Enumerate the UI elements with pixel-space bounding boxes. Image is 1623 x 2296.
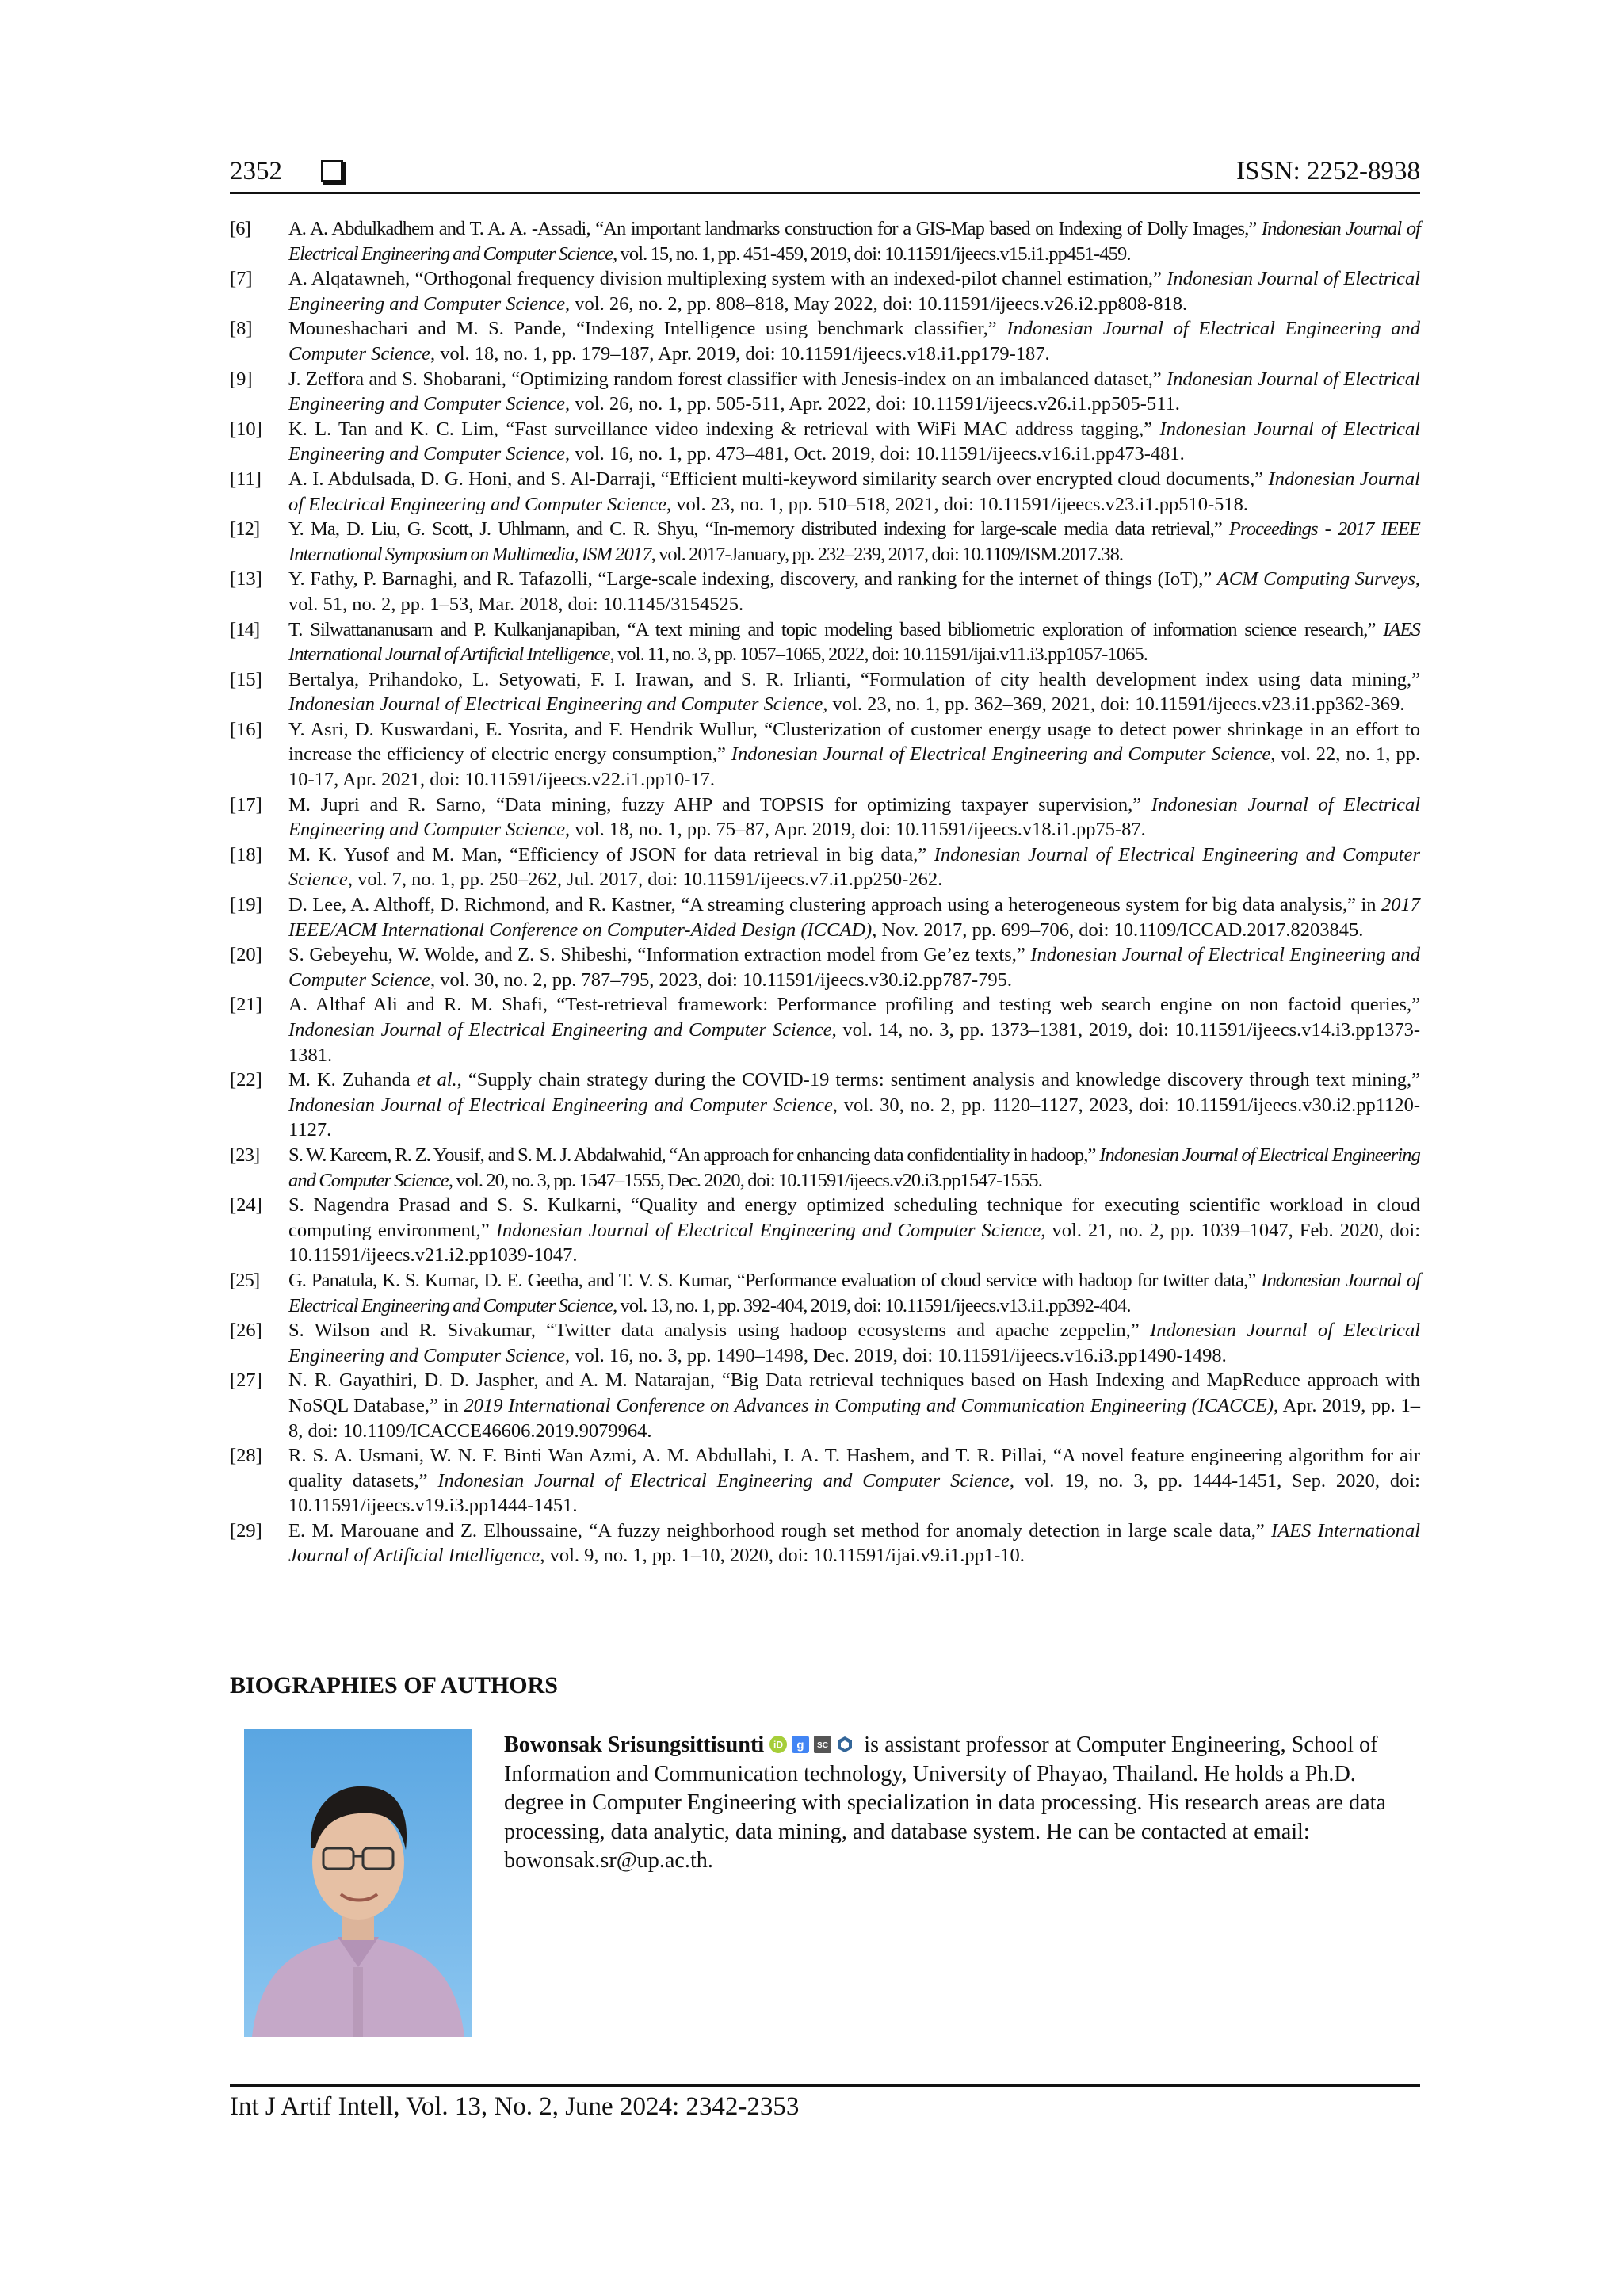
reference-item — [230, 367, 1420, 417]
reference-number: [25] — [230, 1269, 260, 1291]
reference-number: [8] — [230, 318, 253, 340]
reference-text: S. Nagendra Prasad and S. S. Kulkarni, “Quality and energy optimized scheduling technique for executing scientific workload in cloud computing environment,” — [288, 1194, 1420, 1241]
reference-item — [230, 842, 1420, 892]
reference-number: [23] — [230, 1144, 260, 1166]
reference-item — [230, 667, 1420, 717]
google-scholar-icon[interactable] — [792, 1736, 809, 1753]
reference-text: S. Gebeyehu, W. Wolde, and Z. S. Shibeshi, “Information extraction model from Ge’ez texts,” — [288, 944, 1031, 966]
reference-text: D. Lee, A. Althoff, D. Richmond, and R. Kastner, “A streaming clustering approach using a heterogeneous system for big data analysis,” in — [288, 894, 1381, 916]
footer-rule — [230, 2084, 1420, 2087]
reference-item — [230, 1443, 1420, 1519]
reference-item — [230, 1068, 1420, 1143]
reference-text: , vol. 26, no. 1, pp. 505-511, Apr. 2022, doi: 10.11591/ijeecs.v26.i1.pp505-511. — [565, 393, 1180, 415]
reference-text: , vol. 14, no. 3, pp. 1373–1381, 2019, doi: 10.11591/ijeecs.v14.i3.pp1373-1381. — [288, 1019, 1420, 1066]
reference-item — [230, 717, 1420, 793]
author-name: Bowonsak Srisungsittisunti — [504, 1733, 765, 1757]
reference-text: M. Jupri and R. Sarno, “Data mining, fuzzy AHP and TOPSIS for optimizing taxpayer supervision,” — [288, 793, 1151, 816]
reference-text: , “Supply chain strategy during the COVID-19 terms: sentiment analysis and knowledge discovery through text mining,” — [456, 1069, 1420, 1091]
reference-text: , vol. 16, no. 1, pp. 473–481, Oct. 2019, doi: 10.11591/ijeecs.v16.i1.pp473-481. — [565, 443, 1185, 465]
scopus-icon[interactable] — [814, 1736, 831, 1753]
issn: ISSN: 2252-8938 — [1236, 157, 1420, 185]
reference-number: [13] — [230, 568, 262, 590]
reference-venue: IAES International Journal of Artificial Intelligence — [288, 1519, 1421, 1567]
biographies-heading: BIOGRAPHIES OF AUTHORS — [230, 1672, 558, 1698]
orcid-icon[interactable] — [769, 1736, 787, 1753]
reference-item — [230, 467, 1420, 517]
reference-venue: Indonesian Journal of Electrical Engineering and Computer Science — [288, 1269, 1420, 1316]
reference-venue: Indonesian Journal of Electrical Engineering and Computer Science — [288, 368, 1420, 415]
reference-number: [26] — [230, 1320, 262, 1342]
reference-text: E. M. Marouane and Z. Elhoussaine, “A fuzzy neighborhood rough set method for anomaly detection in large scale data,” — [288, 1519, 1272, 1541]
reference-venue: Indonesian Journal of Electrical Engineering and Computer Science — [288, 318, 1421, 365]
reference-venue: Indonesian Journal of Electrical Engineering and Computer Science — [288, 1320, 1421, 1366]
reference-item — [230, 266, 1420, 316]
reference-venue: Proceedings - 2017 IEEE International Symposium on Multimedia, ISM 2017 — [288, 518, 1420, 565]
reference-venue: Indonesian Journal of Electrical Engineering and Computer Science — [731, 743, 1271, 766]
reference-venue: IAES International Journal of Artificial Intelligence — [288, 618, 1420, 666]
reference-number: [27] — [230, 1370, 262, 1392]
reference-number: [19] — [230, 894, 262, 916]
reference-text: , vol. 23, no. 1, pp. 362–369, 2021, doi: 10.11591/ijeecs.v23.i1.pp362-369. — [823, 693, 1405, 716]
reference-item — [230, 892, 1420, 942]
reference-number: [24] — [230, 1194, 262, 1217]
reference-text: Mouneshachari and M. S. Pande, “Indexing Intelligence using benchmark classifier,” — [288, 318, 1007, 340]
reference-item — [230, 216, 1420, 266]
reference-venue: Indonesian Journal of Electrical Engineering and Computer Science — [288, 218, 1421, 265]
reference-list — [230, 216, 1420, 1568]
reference-text: , vol. 26, no. 2, pp. 808–818, May 2022, doi: 10.11591/ijeecs.v26.i2.pp808-818. — [565, 292, 1188, 315]
reference-number: [29] — [230, 1519, 262, 1541]
reference-text: Y. Fathy, P. Barnaghi, and R. Tafazolli, “Large-scale indexing, discovery, and ranking for the internet of things (IoT),” — [288, 568, 1217, 590]
reference-item — [230, 1193, 1420, 1268]
reference-number: [14] — [230, 618, 260, 640]
reference-venue: Indonesian Journal of Electrical Engineering and Computer Science — [437, 1469, 1010, 1492]
reference-venue: Indonesian Journal of Electrical Engineering and Computer Science — [495, 1219, 1041, 1241]
svg-text:g: g — [796, 1738, 804, 1752]
reference-item — [230, 1318, 1420, 1368]
reference-venue: Indonesian Journal of Electrical Engineering and Computer Science — [288, 1094, 833, 1116]
reference-text: A. Alqatawneh, “Orthogonal frequency division multiplexing system with an indexed-pilot channel estimation,” — [288, 268, 1167, 290]
reference-text: G. Panatula, K. S. Kumar, D. E. Geetha, and T. V. S. Kumar, “Performance evaluation of cloud service with hadoop for twitter data,” — [288, 1269, 1262, 1291]
reference-text: S. W. Kareem, R. Z. Yousif, and S. M. J. Abdalwahid, “An approach for enhancing data confidentiality in hadoop,” — [288, 1144, 1100, 1166]
svg-text:iD: iD — [773, 1739, 784, 1751]
reference-text: , vol. 19, no. 3, pp. 1444-1451, Sep. 2020, doi: 10.11591/ijeecs.v19.i3.pp1444-1451. — [288, 1469, 1420, 1517]
reference-text: , vol. 16, no. 3, pp. 1490–1498, Dec. 2019, doi: 10.11591/ijeecs.v16.i3.pp1490-1498. — [565, 1344, 1227, 1366]
reference-text: M. K. Zuhanda — [288, 1069, 417, 1091]
reference-text: , vol. 18, no. 1, pp. 75–87, Apr. 2019, doi: 10.11591/ijeecs.v18.i1.pp75-87. — [565, 819, 1146, 841]
reference-venue: 2017 IEEE/ACM International Conference on Computer-Aided Design (ICCAD) — [288, 894, 1420, 941]
reference-number: [6] — [230, 218, 250, 239]
author-bio-text: is assistant professor at Computer Engineering, School of Information and Communication technology, University of Phayao, Thailand. He holds a Ph.D. degree in Computer Engineering with specialization in data processing. His research areas are data processing, data analytic, data mining, and database system. He can be contacted at email: bowonsak.sr@up.ac.th. — [504, 1733, 1386, 1873]
reference-text: , Nov. 2017, pp. 699–706, doi: 10.1109/ICCAD.2017.8203845. — [872, 919, 1364, 941]
reference-venue: Indonesian Journal of Electrical Engineering and Computer Science — [288, 418, 1420, 465]
reference-text: S. Wilson and R. Sivakumar, “Twitter data analysis using hadoop ecosystems and apache zeppelin,” — [288, 1320, 1151, 1342]
journal-citation-footer: Int J Artif Intell, Vol. 13, No. 2, June 2024: 2342-2353 — [230, 2092, 800, 2121]
reference-venue: Indonesian Journal of Electrical Engineering and Computer Science — [288, 1019, 832, 1041]
author-profile-icons — [769, 1733, 864, 1757]
reference-text: , vol. 21, no. 2, pp. 1039–1047, Feb. 2020, doi: 10.11591/ijeecs.v21.i2.pp1039-1047. — [288, 1219, 1420, 1266]
reference-number: [16] — [230, 718, 262, 740]
reference-number: [21] — [230, 994, 262, 1016]
reference-text: , vol. 13, no. 1, pp. 392-404, 2019, doi: 10.11591/ijeecs.v13.i1.pp392-404. — [613, 1294, 1131, 1316]
reference-item — [230, 992, 1420, 1068]
reference-text: Y. Asri, D. Kuswardani, E. Yosrita, and F. Hendrik Wullur, “Clusterization of customer energy usage to detect power shrinkage in an effort to increase the efficiency of electric energy consumption,” — [288, 718, 1420, 766]
reference-text: R. S. A. Usmani, W. N. F. Binti Wan Azmi, A. M. Abdullahi, I. A. T. Hashem, and T. R. Pillai, “A novel feature engineering algorithm for air quality datasets,” — [288, 1445, 1420, 1492]
running-header — [230, 155, 1420, 190]
reference-text: Y. Ma, D. Liu, G. Scott, J. Uhlmann, and C. R. Shyu, “In-memory distributed indexing for large-scale media data retrieval,” — [288, 518, 1229, 541]
reference-item — [230, 517, 1420, 567]
reference-item — [230, 316, 1420, 366]
reference-venue: et al. — [416, 1069, 457, 1091]
reference-venue: Indonesian Journal of Electrical Engineering and Computer Science — [288, 468, 1420, 515]
reference-text: , vol. 7, no. 1, pp. 250–262, Jul. 2017, doi: 10.11591/ijeecs.v7.i1.pp250-262. — [347, 869, 943, 891]
reference-venue: Indonesian Journal of Electrical Engineering and Computer Science — [288, 693, 823, 716]
reference-text: , vol. 23, no. 1, pp. 510–518, 2021, doi: 10.11591/ijeecs.v23.i1.pp510-518. — [666, 493, 1249, 515]
reference-text: , vol. 15, no. 1, pp. 451-459, 2019, doi: 10.11591/ijeecs.v15.i1.pp451-459. — [613, 243, 1131, 265]
reference-item — [230, 1368, 1420, 1443]
reference-venue: Indonesian Journal of Electrical Engineering and Computer Science — [288, 843, 1420, 891]
reference-text: T. Silwattananusarn and P. Kulkanjanapiban, “A text mining and topic modeling based bibliometric exploration of information science research,” — [288, 618, 1384, 640]
reference-text: N. R. Gayathiri, D. D. Jaspher, and A. M. Natarajan, “Big Data retrieval techniques based on Hash Indexing and MapReduce approach with NoSQL Database,” in — [288, 1370, 1420, 1416]
reference-number: [20] — [230, 944, 262, 966]
reference-item — [230, 793, 1420, 842]
reference-number: [28] — [230, 1445, 262, 1467]
reference-text: A. A. Abdulkadhem and T. A. A. -Assadi, “An important landmarks construction for a GIS-Map based on Indexing of Dolly Images,” — [288, 218, 1262, 239]
publons-icon[interactable] — [836, 1736, 854, 1753]
reference-text: Bertalya, Prihandoko, L. Setyowati, F. I. Irawan, and S. R. Irlianti, “Formulation of city health development index using data mining,” — [288, 668, 1420, 690]
reference-item — [230, 417, 1420, 467]
reference-number: [7] — [230, 268, 253, 290]
reference-number: [15] — [230, 668, 262, 690]
reference-text: , vol. 51, no. 2, pp. 1–53, Mar. 2018, doi: 10.1145/3154525. — [288, 568, 1420, 615]
reference-number: [22] — [230, 1069, 262, 1091]
reference-number: [11] — [230, 468, 262, 490]
reference-text: , vol. 18, no. 1, pp. 179–187, Apr. 2019, doi: 10.11591/ijeecs.v18.i1.pp179-187. — [430, 342, 1050, 365]
reference-text: M. K. Yusof and M. Man, “Efficiency of JSON for data retrieval in big data,” — [288, 843, 934, 865]
reference-item — [230, 942, 1420, 992]
reference-item — [230, 1268, 1420, 1318]
reference-venue: ACM Computing Surveys — [1216, 568, 1415, 590]
reference-number: [10] — [230, 418, 262, 440]
reference-text: , Apr. 2019, pp. 1–8, doi: 10.1109/ICACCE46606.2019.9079964. — [288, 1394, 1420, 1442]
author-bio — [504, 1731, 1404, 1876]
reference-text: , vol. 20, no. 3, pp. 1547–1555, Dec. 2020, doi: 10.11591/ijeecs.v20.i3.pp1547-1555. — [448, 1169, 1042, 1191]
reference-item — [230, 567, 1420, 617]
reference-text: J. Zeffora and S. Shobarani, “Optimizing random forest classifier with Jenesis-index on an imbalanced dataset,” — [288, 368, 1167, 390]
reference-item — [230, 1519, 1420, 1568]
reference-text: A. I. Abdulsada, D. G. Honi, and S. Al-Darraji, “Efficient multi-keyword similarity search over encrypted cloud documents,” — [288, 468, 1269, 490]
reference-text: , vol. 9, no. 1, pp. 1–10, 2020, doi: 10.11591/ijai.v9.i1.pp1-10. — [540, 1545, 1025, 1567]
reference-number: [9] — [230, 368, 253, 390]
reference-number: [17] — [230, 793, 262, 816]
reference-venue: Indonesian Journal of Electrical Engineering and Computer Science — [288, 268, 1420, 315]
reference-venue: Indonesian Journal of Electrical Engineering and Computer Science — [288, 1144, 1420, 1191]
reference-text: , vol. 2017-January, pp. 232–239, 2017, doi: 10.1109/ISM.2017.38. — [651, 543, 1124, 565]
svg-text:SC: SC — [817, 1741, 829, 1750]
reference-text: , vol. 30, no. 2, pp. 787–795, 2023, doi: 10.11591/ijeecs.v30.i2.pp787-795. — [430, 968, 1012, 991]
reference-item — [230, 617, 1420, 667]
reference-text: , vol. 30, no. 2, pp. 1120–1127, 2023, doi: 10.11591/ijeecs.v30.i2.pp1120-1127. — [288, 1094, 1420, 1141]
reference-venue: 2019 International Conference on Advances in Computing and Communication Engineering (ICACCE) — [464, 1394, 1274, 1416]
reference-number: [12] — [230, 518, 260, 541]
square-bullet-icon — [321, 160, 343, 182]
reference-venue: Indonesian Journal of Electrical Engineering and Computer Science — [288, 944, 1420, 991]
reference-text: , vol. 22, no. 1, pp. 10-17, Apr. 2021, doi: 10.11591/ijeecs.v22.i1.pp10-17. — [288, 743, 1420, 791]
page-number: 2352 — [230, 157, 282, 185]
reference-text: K. L. Tan and K. C. Lim, “Fast surveillance video indexing & retrieval with WiFi MAC address tagging,” — [288, 418, 1160, 440]
reference-item — [230, 1143, 1420, 1193]
reference-venue: Indonesian Journal of Electrical Engineering and Computer Science — [288, 793, 1420, 841]
reference-text: , vol. 11, no. 3, pp. 1057–1065, 2022, doi: 10.11591/ijai.v11.i3.pp1057-1065. — [609, 644, 1148, 666]
reference-number: [18] — [230, 843, 262, 865]
header-rule — [230, 192, 1420, 194]
author-photo — [244, 1729, 472, 2037]
reference-text: A. Althaf Ali and R. M. Shafi, “Test-retrieval framework: Performance profiling and testing web search engine on non factoid queries,” — [288, 994, 1420, 1016]
